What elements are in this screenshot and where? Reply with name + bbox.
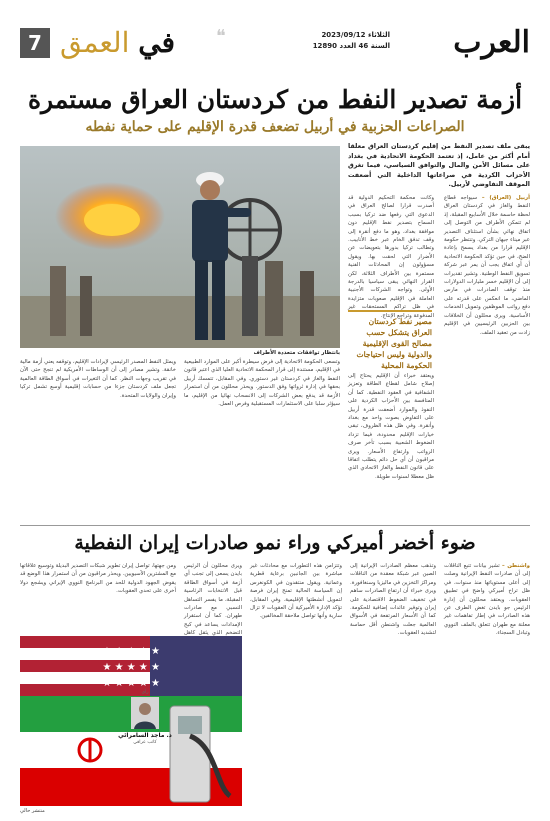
section-title-prefix: في: [138, 26, 175, 59]
article2-column-5: [20, 562, 176, 632]
column-text: وتسعى الحكومة الاتحادية إلى فرض سيطرة أكبر على الموارد الطبيعية في الإقليم، مستندة إلى قرار المحكمة الاتحادية العليا الذي اعتبر قانون النفط والغاز في كردستان غير دستوري. وفي المقابل، تتمسك أربيل بحقها في إدارة ثرواتها وفق الدستور. ويحذر محللون من أن استمرار الأزمة قد يدفع بعض الشركات إلى الانسحاب نهائيا من الإقليم، ما سيؤثر سلبا على الاستثمارات المستقبلية وفرص العمل.: [184, 359, 340, 408]
article2-column-2: [350, 562, 436, 808]
opinion-tag: رأي: [141, 690, 149, 695]
columnist-box: [112, 690, 178, 746]
issue-date: الثلاثاء 2023/09/12: [321, 31, 390, 39]
column-text: ويعتقد خبراء أن الإقليم يحتاج إلى إصلاح شامل لقطاع الطاقة وتعزيز الشفافية في العقود النفطية. كما أن المنافسة بين الأحزاب الكردية على النفوذ والموارد أضعفت قدرة أربيل على التفاوض بصوت واحد مع بغداد وأنقرة. وفي ظل هذه الظروف، تبقى خيارات الإقليم محدودة، فيما تزداد الضغوط الشعبية بسبب تأخر صرف الرواتب وارتفاع الأسعار. ويرى مراقبون أن أي حل دائم يتطلب اتفاقا على قانون النفط والغاز الاتحادي الذي ظل معطلا لسنوات طويلة.: [348, 373, 434, 480]
svg-text:★ ★ ★ ★ ★: ★ ★ ★ ★ ★: [102, 662, 160, 673]
columnist-role: كاتب عراقي: [133, 740, 157, 745]
article2-column-4: [184, 562, 242, 637]
dateline: أربيل (العراق) –: [481, 195, 530, 201]
article1-column-1: [444, 194, 530, 520]
column-text: وتتزامن هذه التطورات مع محادثات غير مباشرة بين الجانبين برعاية قطرية وعمانية. ويقول منتقدون في الكونغرس إن السياسة الحالية تمنح إيران فرصة لتمويل أنشطتها الإقليمية. وفي المقابل، تؤكد الإدارة الأميركية أن العقوبات لا تزال سارية وأنها تواصل ملاحقة المخالفين.: [250, 563, 342, 620]
person-icon: [131, 697, 159, 729]
masthead: [20, 22, 530, 66]
columnist-name: د. ماجد السامرائي: [118, 732, 172, 739]
oil-worker-photo: [20, 146, 340, 348]
photo2-caption: منتشر حالي: [20, 808, 45, 814]
columnist-avatar: [131, 697, 159, 729]
dateline: واشنطن –: [502, 563, 530, 569]
oil-field-illustration: [20, 146, 340, 348]
column-text: ومن جهتها، تواصل إيران تطوير شبكات التصدير البديلة وتوسيع علاقاتها مع المشترين الآسيويين. ويحذر مراقبون من أن استمرار هذا الوضع قد يقوض الجهود الدولية للحد من البرنامج النووي الإيراني ويشجع دولا أخرى على تحدي العقوبات.: [20, 563, 176, 595]
svg-text:★ ★ ★ ★ ★: ★ ★ ★ ★ ★: [102, 678, 160, 689]
article-intro: يبقى ملف تصدير النفط من إقليم كردستان العراق معلقا أمام أكثر من عامل، إذ تعتمد الحكومة الاتحادية في بغداد على مسائل الأمن والمال والتوافق السياسي، فيما تغرق الأحزاب الكردية في صراعاتها الداخلية التي أضعفت الموقف التفاوضي لأربيل.: [348, 142, 530, 189]
article2-column-1: [444, 562, 530, 808]
column-text: سيواجه قطاع النفط والغاز في كردستان العراق لحظة حاسمة خلال الأسابيع المقبلة، إذ لم تتمكن الأطراف من التوصل إلى اتفاق نهائي بشأن استئناف التصدير عبر ميناء جيهان التركي. وتنتظر حكومة الإقليم قرارا من بغداد يسمح بإعادة الضخ، في حين تؤكد الحكومة الاتحادية أن أي اتفاق يجب أن يمر عبر شركة تسويق النفط الوطنية. وتشير تقديرات إلى أن الإقليم خسر مليارات الدولارات منذ توقف الصادرات في مارس الماضي، ما انعكس على قدرته على دفع رواتب الموظفين وتمويل الخدمات الأساسية. ويرى محللون أن الخلافات بين الحزبين الرئيسيين في الإقليم زادت من تعقيد الملف.: [444, 195, 530, 336]
newspaper-logo: العرب: [453, 25, 530, 60]
pull-quote: مصير نفط كردستان العراق يتشكل حسب مصالح القوى الإقليمية والدولية وليس احتياجات الحكومة المحلية: [348, 310, 432, 371]
issue-number: السنة 46 العدد 12890: [312, 42, 390, 50]
page-number-badge: 7: [20, 28, 50, 58]
svg-text:★ ★ ★ ★ ★: ★ ★ ★ ★ ★: [102, 646, 160, 657]
main-headline: أزمة تصدير النفط من كردستان العراق مستمرة: [27, 85, 523, 114]
section-title: [60, 22, 175, 64]
article1-column-2: [348, 194, 434, 319]
column-text: وكانت محكمة التحكيم الدولية قد أصدرت قرارا لصالح العراق في الدعوى التي رفعها ضد تركيا بسبب السماح بتصدير نفط الإقليم دون موافقة بغداد، وهو ما دفع أنقرة إلى وقف تدفق الخام عبر خط الأنابيب. وتطالب تركيا بدورها بتعويضات عن الأضرار التي لحقت بها. ويقول مسؤولون إن المحادثات الفنية مستمرة بين الأطراف الثلاثة، لكن القرار النهائي يبقى سياسيا بالدرجة الأولى. وتواجه الشركات الأجنبية العاملة في الإقليم صعوبات متزايدة في ظل تراكم المستحقات غير المدفوعة وتراجع الإنتاج.: [348, 195, 434, 319]
column-text: ويرى محللون أن الرئيس بايدن يسعى إلى تجنب أي أزمة في أسواق الطاقة قبل الانتخابات الرئاسية المقبلة، ما يفسر التساهل النسبي مع صادرات طهران. كما أن استقرار الإمدادات يساعد في كبح التضخم الذي يثقل كاهل: [184, 563, 242, 637]
column-text: ويمثل النفط المصدر الرئيسي لإيرادات الإقليم، وتوقفه يعني أزمة مالية خانقة. وتشير مصادر إلى أن الوساطات الأمريكية لم تنجح حتى الآن في تقريب وجهات النظر. كما أن التغيرات في أسواق الطاقة العالمية تجعل ملف كردستان جزءا من حسابات إقليمية أوسع تشمل تركيا وإيران والولايات المتحدة.: [20, 359, 176, 399]
section-divider: [20, 525, 530, 526]
article1-column-4: [184, 358, 340, 520]
issue-info: [313, 30, 390, 52]
main-subheadline: الصراعات الحزبية في أربيل تضعف قدرة الإقليم على حماية نفطه: [85, 119, 465, 135]
article1-column-5: [20, 358, 176, 520]
section-title-main: العمق: [60, 26, 130, 59]
photo-caption: بانتظار توافقات متعددة الأطراف: [253, 350, 340, 356]
quote-icon: ❝: [216, 26, 226, 47]
article2-column-3: [250, 562, 342, 634]
second-headline: ضوء أخضر أميركي وراء نمو صادرات إيران النفطية: [74, 532, 476, 554]
column-text: وتذهب معظم الصادرات الإيرانية إلى الصين عبر شبكة معقدة من الناقلات ومراكز التخزين في ماليزيا وسنغافورة. ويرى خبراء أن ارتفاع الصادرات ساهم في تخفيف الضغوط الاقتصادية على إيران وتوفير عائدات إضافية للحكومة. كما أن الأسعار المرتفعة في الأسواق العالمية جعلت واشنطن أقل حماسة لتشديد العقوبات.: [350, 563, 436, 637]
column-text: تشير بيانات تتبع الناقلات إلى أن صادرات النفط الإيرانية وصلت إلى أعلى مستوياتها منذ سنوات، في ظل تراخ أميركي واضح في تطبيق العقوبات. ويعتقد محللون أن إدارة الرئيس جو بايدن تغض الطرف عن هذه الصادرات في إطار تفاهمات غير معلنة مع طهران تتعلق بالملف النووي وتبادل السجناء.: [444, 563, 530, 637]
article1-column-3: [348, 372, 434, 520]
